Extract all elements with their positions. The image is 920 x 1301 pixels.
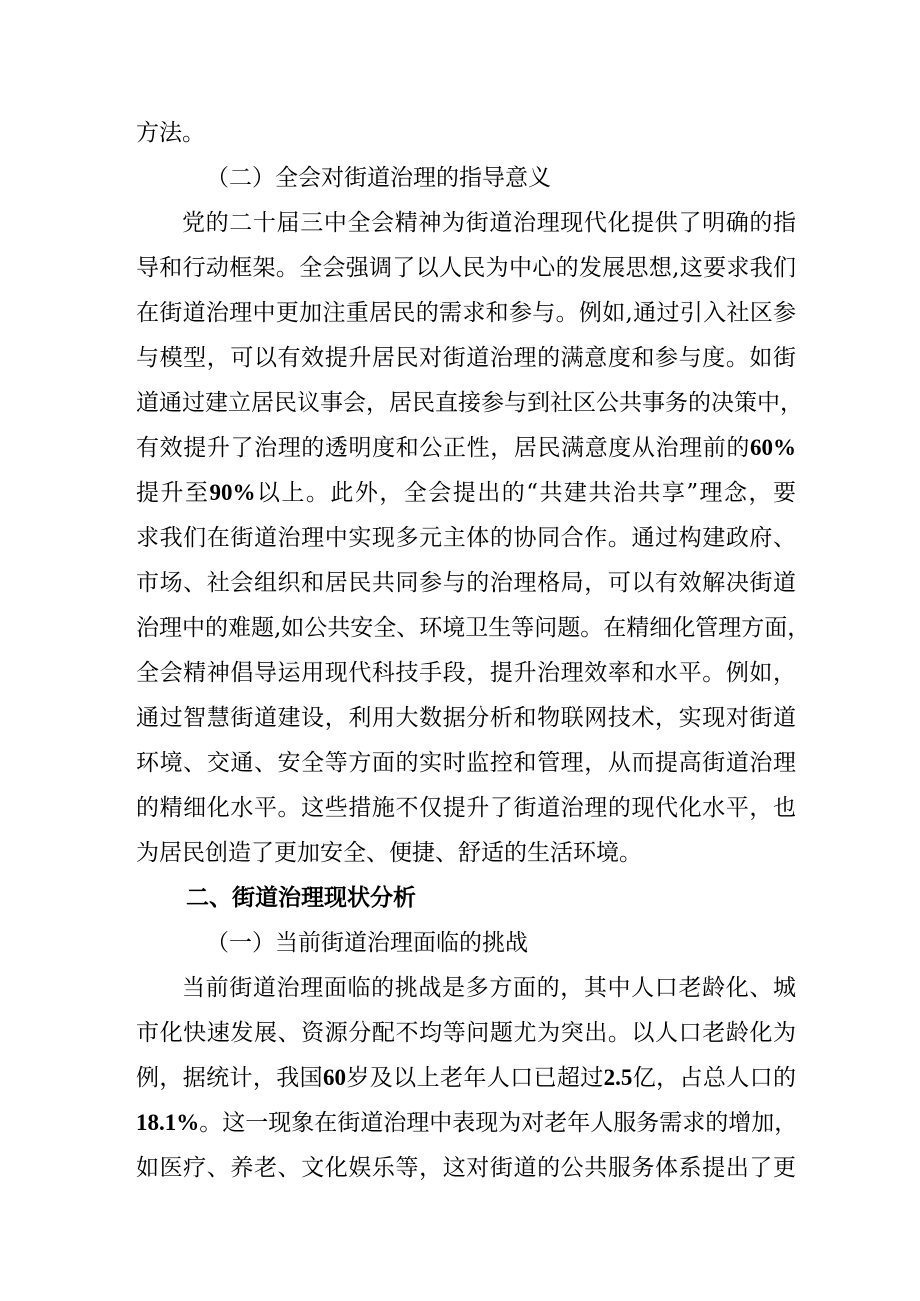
statistic-value: 90% — [209, 480, 256, 505]
statistic-value: 2.5 — [603, 1065, 633, 1090]
text-line: 市化快速发展、资源分配不均等问题尤为突出。以人口老龄化为 — [136, 1020, 796, 1046]
text-segment: 。这一现象在街道治理中表现为对老年人服务需求的增加， — [199, 1110, 798, 1136]
section-subheading: （二）全会对街道治理的指导意义 — [206, 165, 551, 191]
text-line — [136, 478, 796, 508]
text-line: 与模型，可以有效提升居民对街道治理的满意度和参与度。如街 — [136, 345, 796, 371]
text-segment: 以上。此外，全会提出的“共建共治共享”理念，要 — [255, 480, 796, 506]
text-line: 如医疗、养老、文化娱乐等，这对街道的公共服务体系提出了更 — [136, 1155, 796, 1181]
text-line: 全会精神倡导运用现代科技手段，提升治理效率和水平。例如， — [136, 660, 796, 686]
text-segment: 提升至 — [136, 480, 210, 506]
section-heading: 二、街道治理现状分析 — [186, 885, 416, 911]
text-line: 治理中的难题,如公共安全、环境卫生等问题。在精细化管理方面， — [136, 615, 811, 641]
text-line: 环境、交通、安全等方面的实时监控和管理，从而提高街道治理 — [136, 750, 796, 776]
text-line: 导和行动框架。全会强调了以人民为中心的发展思想,这要求我们 — [136, 255, 796, 281]
text-line: 为居民创造了更加安全、便捷、舒适的生活环境。 — [136, 840, 642, 866]
text-line: 当前街道治理面临的挑战是多方面的，其中人口老龄化、城 — [182, 975, 796, 1001]
text-line: 市场、社会组织和居民共同参与的治理格局，可以有效解决街道 — [136, 570, 796, 596]
text-line — [136, 1108, 796, 1138]
statistic-value: 60% — [750, 435, 796, 460]
text-segment: 亿，占总人口的 — [632, 1065, 797, 1091]
text-line — [136, 1063, 796, 1093]
text-segment: 岁及以上老年人口已超过 — [346, 1065, 604, 1091]
section-subheading: （一）当前街道治理面临的挑战 — [206, 930, 528, 956]
text-line: 在街道治理中更加注重居民的需求和参与。例如,通过引入社区参 — [136, 300, 796, 326]
statistic-value: 18.1% — [136, 1110, 200, 1135]
text-line — [136, 433, 796, 463]
text-line: 求我们在街道治理中实现多元主体的协同合作。通过构建政府、 — [136, 525, 796, 551]
text-line: 党的二十届三中全会精神为街道治理现代化提供了明确的指 — [182, 210, 796, 236]
text-line: 的精细化水平。这些措施不仅提升了街道治理的现代化水平，也 — [136, 795, 796, 821]
text-segment: 例，据统计，我国 — [136, 1065, 324, 1091]
statistic-value: 60 — [323, 1065, 347, 1090]
text-line: 方法。 — [136, 120, 205, 146]
text-line: 道通过建立居民议事会，居民直接参与到社区公共事务的决策中， — [136, 390, 803, 416]
text-segment: 有效提升了治理的透明度和公正性，居民满意度从治理前的 — [136, 435, 750, 461]
text-line: 通过智慧街道建设，利用大数据分析和物联网技术，实现对街道 — [136, 705, 796, 731]
